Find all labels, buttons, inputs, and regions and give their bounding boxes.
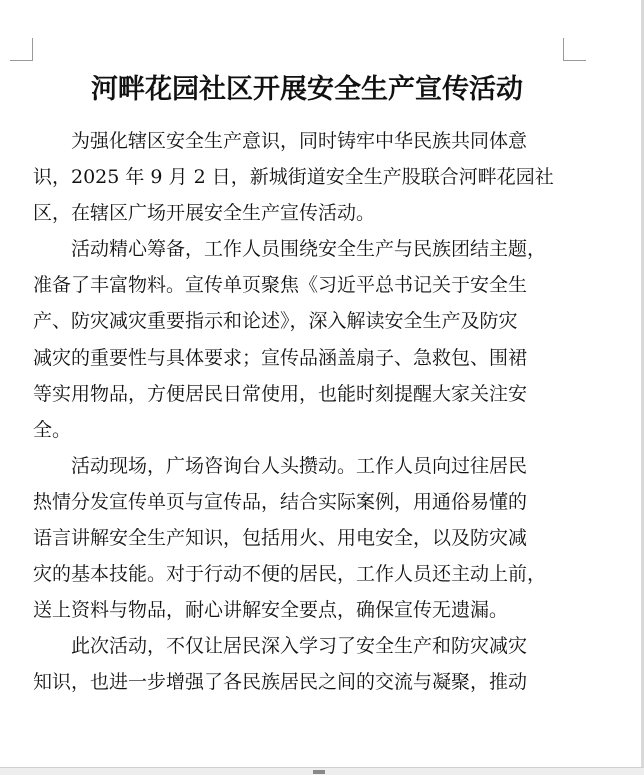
paragraph-1-line: 为强化辖区安全生产意识，同时铸牢中华民族共同体意 — [71, 130, 528, 152]
paragraph-4-line: 知识，也进一步增强了各民族居民之间的交流与凝聚，推动 — [33, 671, 528, 694]
paragraph-1-line: 区，在辖区广场开展安全生产宣传活动。 — [33, 202, 376, 225]
horizontal-scrollbar[interactable] — [0, 767, 644, 775]
document-body — [33, 123, 581, 701]
paragraph-2-line: 准备了丰富物料。宣传单页聚焦《习近平总书记关于安全生 — [33, 274, 528, 297]
paragraph-2-line: 活动精心筹备，工作人员围绕安全生产与民族团结主题， — [71, 238, 547, 261]
document-title: 河畔花园社区开展安全生产宣传活动 — [91, 74, 523, 105]
paragraph-4-line: 此次活动，不仅让居民深入学习了安全生产和防灾减灾 — [71, 635, 528, 658]
scrollbar-thumb[interactable] — [313, 770, 325, 774]
paragraph-3-line: 活动现场，广场咨询台人头攒动。工作人员向过往居民 — [71, 454, 528, 477]
margin-corner-mark-right — [563, 38, 586, 61]
paragraph-1-line: 识，2025 年 9 月 2 日，新城街道安全生产股联合河畔花园社 — [33, 166, 554, 189]
paragraph-2-line: 等实用物品，方便居民日常使用，也能时刻提醒大家关注安 — [33, 382, 528, 405]
paragraph-2-line: 减灾的重要性与具体要求；宣传品涵盖扇子、急救包、围裙 — [33, 346, 528, 369]
paragraph-3-line: 热情分发宣传单页与宣传品，结合实际案例，用通俗易懂的 — [33, 490, 528, 513]
paragraph-2-line: 全。 — [33, 418, 72, 441]
margin-corner-mark-left — [10, 38, 33, 61]
paragraph-2-line: 产、防灾减灾重要指示和论述》，深入解读安全生产及防灾 — [33, 310, 518, 333]
paragraph-3-line: 灾的基本技能。对于行动不便的居民，工作人员还主动上前， — [33, 563, 547, 586]
paragraph-3-line: 语言讲解安全生产知识，包括用火、用电安全，以及防灾减 — [33, 527, 528, 550]
paragraph-3-line: 送上资料与物品，耐心讲解安全要点，确保宣传无遗漏。 — [33, 599, 509, 622]
